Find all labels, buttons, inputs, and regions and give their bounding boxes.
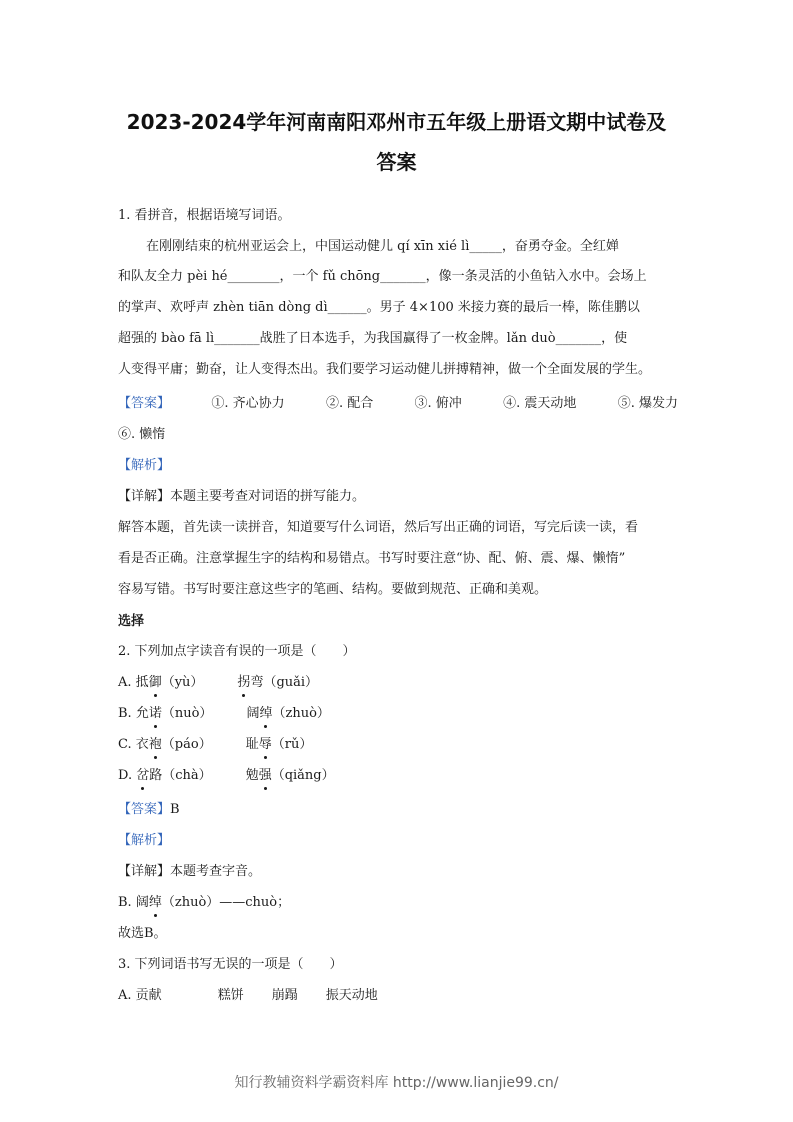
dotted-char: 诺 xyxy=(149,704,162,724)
option-char: 允 xyxy=(135,706,149,721)
q1-explain-line-2: 看是否正确。注意掌握生字的结构和易错点。书写时要注意“协、配、俯、震、爆、懒惰” xyxy=(118,551,626,566)
page-title-line1: 2023-2024学年河南南阳邓州市五年级上册语文期中试卷及 xyxy=(126,110,667,134)
q2-option-d xyxy=(118,766,678,786)
dotted-char: 岔 xyxy=(136,766,149,786)
option-char: 路 xyxy=(149,768,163,783)
dotted-char: 辱 xyxy=(259,735,272,755)
q2-answer xyxy=(118,800,678,820)
option-word: 振天动地 xyxy=(325,988,378,1003)
option-word: 崩蹋 xyxy=(271,988,298,1003)
q2-option-a xyxy=(118,673,678,693)
q1-detail: 【详解】本题主要考查对词语的拼写能力。 xyxy=(118,489,366,504)
option-label: A. xyxy=(118,988,132,1003)
page-footer: 知行教辅资料学霸资料库 http://www.lianjie99.cn/ xyxy=(234,1075,559,1091)
answer-item: ②. 配合 xyxy=(325,396,374,411)
dotted-char: 绰 xyxy=(259,704,272,724)
option-char: 阔 xyxy=(246,706,260,721)
dotted-char: 绰 xyxy=(149,893,162,913)
q1-passage-line-5: 人变得平庸；勤奋，让人变得杰出。我们要学习运动健儿拼搏精神，做一个全面发展的学生。 xyxy=(118,362,652,377)
option-char: 衣 xyxy=(135,737,149,752)
q1-explain-line-1: 解答本题，首先读一读拼音，知道要写什么词语，然后写出正确的词语，写完后读一读，看 xyxy=(118,520,639,535)
pinyin: （zhuò） xyxy=(272,706,330,721)
q1-passage-line-2: 和队友全力 pèi hé________，一个 fǔ chōng_______，像一条灵活的小鱼钻入水中。会场上 xyxy=(118,269,647,284)
analysis-label: 【解析】 xyxy=(118,833,171,848)
option-char: 弯 xyxy=(250,675,264,690)
option-label: B. xyxy=(118,706,132,721)
q1-passage-line-4: 超强的 bào fā lì_______战胜了日本选手，为我国赢得了一枚金牌。lǎn duò_______，使 xyxy=(118,331,628,346)
q2-detail: 【详解】本题考查字音。 xyxy=(118,864,262,879)
pinyin: （guǎi） xyxy=(263,675,319,690)
q1-stem: 1. 看拼音，根据语境写词语。 xyxy=(118,208,291,223)
q1-answer-row xyxy=(118,394,678,414)
pinyin: （yù） xyxy=(161,675,204,690)
dotted-char: 御 xyxy=(149,673,162,693)
dotted-char: 袍 xyxy=(149,735,162,755)
answer-value: B xyxy=(170,802,180,817)
answer-label: 【答案】 xyxy=(118,802,171,817)
option-label: D. xyxy=(118,768,133,783)
q3-option-a xyxy=(118,986,678,1006)
option-label: C. xyxy=(118,737,132,752)
answer-label: 【答案】 xyxy=(118,396,171,411)
page-title-line2: 答案 xyxy=(376,150,417,174)
answer-item: ④. 震天动地 xyxy=(503,396,577,411)
q1-passage-line-1: 在刚刚结束的杭州亚运会上，中国运动健儿 qí xīn xié lì_____，奋勇夺金。全红婵 xyxy=(146,239,619,254)
q1-answer-last: ⑥. 懒惰 xyxy=(118,427,166,442)
q1-explain-line-3: 容易写错。书写时要注意这些字的笔画、结构。要做到规范、正确和美观。 xyxy=(118,582,548,597)
q2-stem: 2. 下列加点字读音有误的一项是（ ） xyxy=(118,644,356,659)
option-word: 贡献 xyxy=(135,988,162,1003)
q3-stem: 3. 下列词语书写无误的一项是（ ） xyxy=(118,957,343,972)
q2-option-b xyxy=(118,704,678,724)
pinyin: （chà） xyxy=(162,768,212,783)
pinyin: （páo） xyxy=(161,737,212,752)
option-label: A. xyxy=(118,675,132,690)
option-char: 勉 xyxy=(245,768,259,783)
option-char: 抵 xyxy=(135,675,149,690)
pinyin: （qiǎng） xyxy=(271,768,335,783)
q1-passage-line-3: 的掌声、欢呼声 zhèn tiān dòng dì______。男子 4×100 米接力赛的最后一棒，陈佳鹏以 xyxy=(118,300,640,315)
correction-pinyin: （zhuò）——chuò； xyxy=(161,895,291,910)
dotted-char: 拐 xyxy=(237,673,250,693)
answer-item: ③. 俯冲 xyxy=(414,396,462,411)
analysis-label: 【解析】 xyxy=(118,458,171,473)
option-char: 耻 xyxy=(245,737,259,752)
correction-prefix: B. 阔 xyxy=(118,895,149,910)
pinyin: （rǔ） xyxy=(271,737,313,752)
q2-conclusion: 故选B。 xyxy=(118,926,167,941)
option-word: 糕饼 xyxy=(217,988,244,1003)
dotted-char: 强 xyxy=(259,766,272,786)
q2-option-c xyxy=(118,735,678,755)
section-heading: 选择 xyxy=(118,614,145,629)
answer-item: ①. 齐心协力 xyxy=(211,396,285,411)
answer-item: ⑤. 爆发力 xyxy=(617,396,678,411)
q2-correction xyxy=(118,893,678,913)
pinyin: （nuò） xyxy=(161,706,213,721)
